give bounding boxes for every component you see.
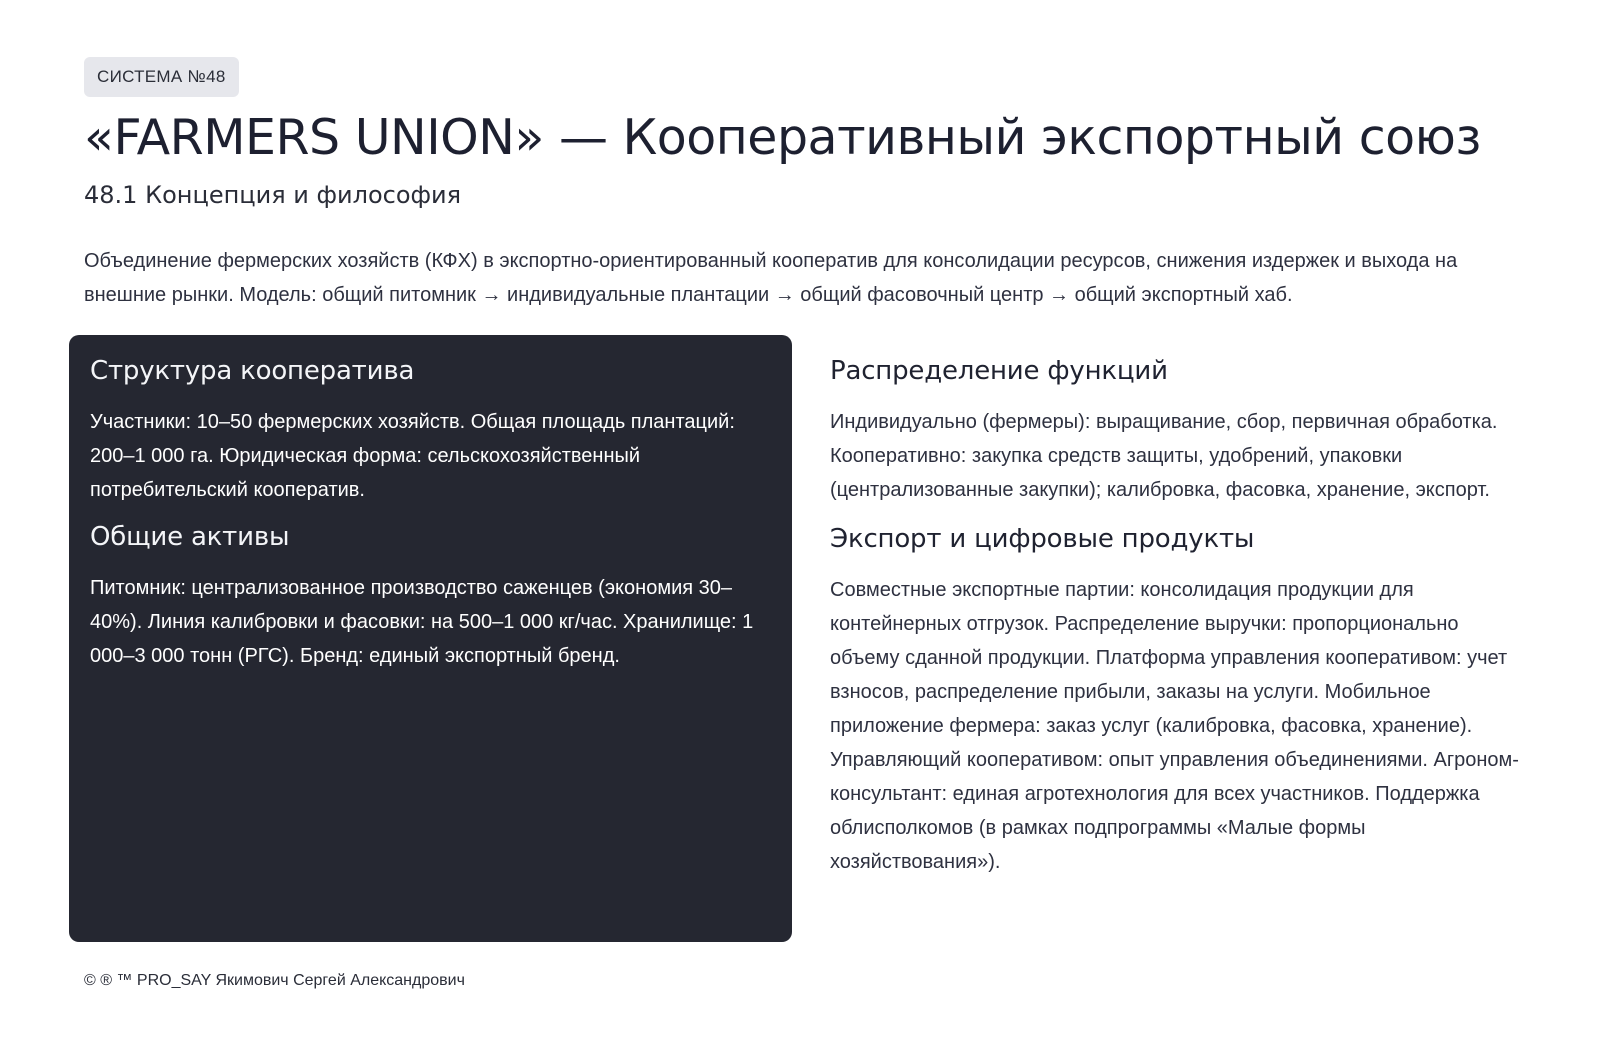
copyright-footer: © ® ™ PRO_SAY Якимович Сергей Александрович xyxy=(84,972,465,989)
intro-paragraph: Объединение фермерских хозяйств (КФХ) в экспортно-ориентированный кооператив для консолидации ресурсов, снижения издержек и выхода на внешние рынки. Модель: общий питомник → индивидуальные плантации → общий фасовочный центр → общий экспортный хаб. xyxy=(84,250,1458,306)
section-subtitle: 48.1 Концепция и философия xyxy=(84,181,462,209)
assets-text: Питомник: централизованное производство саженцев (экономия 30–40%). Линия калибровки и фасовки: на 500–1 000 кг/час. Хранилище: 1 000–3 000 тонн (РГС). Бренд: единый экспортный бренд. xyxy=(90,577,754,667)
page-title: «FARMERS UNION» — Кооперативный экспортный союз xyxy=(84,109,1481,166)
functions-heading: Распределение функций xyxy=(830,356,1168,386)
functions-text: Индивидуально (фермеры): выращивание, сбор, первичная обработка. Кооперативно: закупка средств защиты, удобрений, упаковки (централизованные закупки); калибровка, фасовка, хранение, экспорт. xyxy=(830,411,1498,501)
structure-heading: Структура кооператива xyxy=(90,356,415,386)
structure-text: Участники: 10–50 фермерских хозяйств. Общая площадь плантаций: 200–1 000 га. Юридическая форма: сельскохозяйственный потребительский кооператив. xyxy=(90,411,735,501)
right-column xyxy=(830,349,1530,889)
assets-heading: Общие активы xyxy=(90,522,290,552)
export-heading: Экспорт и цифровые продукты xyxy=(830,524,1255,554)
structure-card xyxy=(69,335,792,942)
export-text: Совместные экспортные партии: консолидация продукции для контейнерных отгрузок. Распределение выручки: пропорционально объему сданной продукции. Платформа управления кооперативом: учет взносов, распределение прибыли, заказы на услуги. Мобильное приложение фермера: заказ услуг (калибровка, фасовка, хранение). Управляющий кооперативом: опыт управления объединениями. Агроном-консультант: единая агротехнология для всех участников. Поддержка облисполкомов (в рамках подпрограммы «Малые формы хозяйствования»). xyxy=(830,579,1519,873)
system-badge: СИСТЕМА №48 xyxy=(84,57,239,97)
